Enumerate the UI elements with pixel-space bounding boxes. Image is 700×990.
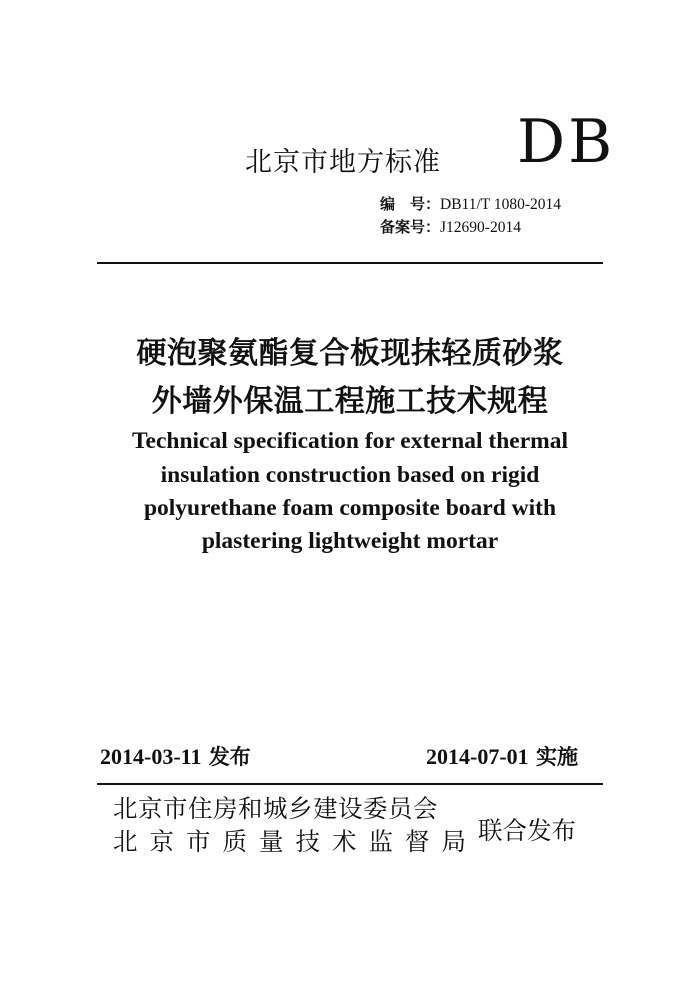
implement-label: 实施: [535, 745, 578, 769]
record-number-value: J12690-2014: [440, 219, 521, 236]
joint-issue-label: 联合发布: [478, 816, 576, 845]
implement-date-line: [426, 741, 578, 771]
standard-code-label: 编 号：: [380, 195, 441, 213]
record-number-line: [380, 216, 521, 237]
record-number-label: 备案号：: [380, 218, 441, 236]
db-mark: DB: [517, 107, 616, 177]
issuer-housing-commission: 北京市住房和城乡建设委员会: [113, 794, 438, 823]
standard-code-value: DB11/T 1080-2014: [440, 196, 562, 213]
release-label: 发布: [208, 745, 251, 769]
title-zh-line-1: 硬泡聚氨酯复合板现抹轻质砂浆: [136, 336, 564, 371]
standard-type-label: 北京市地方标准: [245, 147, 441, 178]
issuer-quality-bureau: 北京市质量技术监督局: [113, 827, 478, 856]
title-en-line-2: insulation construction based on rigid: [160, 462, 540, 488]
title-en-line-4: plastering lightweight mortar: [201, 528, 499, 554]
title-en-line-3: polyurethane foam composite board with: [143, 495, 557, 521]
standard-code-line: [380, 193, 561, 214]
title-zh-line-2: 外墙外保温工程施工技术规程: [151, 384, 549, 419]
title-en-line-1: Technical specification for external thermal: [132, 428, 568, 454]
release-date: 2014-03-11: [100, 744, 202, 769]
top-divider: [97, 262, 603, 264]
release-date-line: [100, 741, 251, 771]
bottom-divider: [97, 783, 603, 785]
implement-date: 2014-07-01: [426, 744, 529, 769]
